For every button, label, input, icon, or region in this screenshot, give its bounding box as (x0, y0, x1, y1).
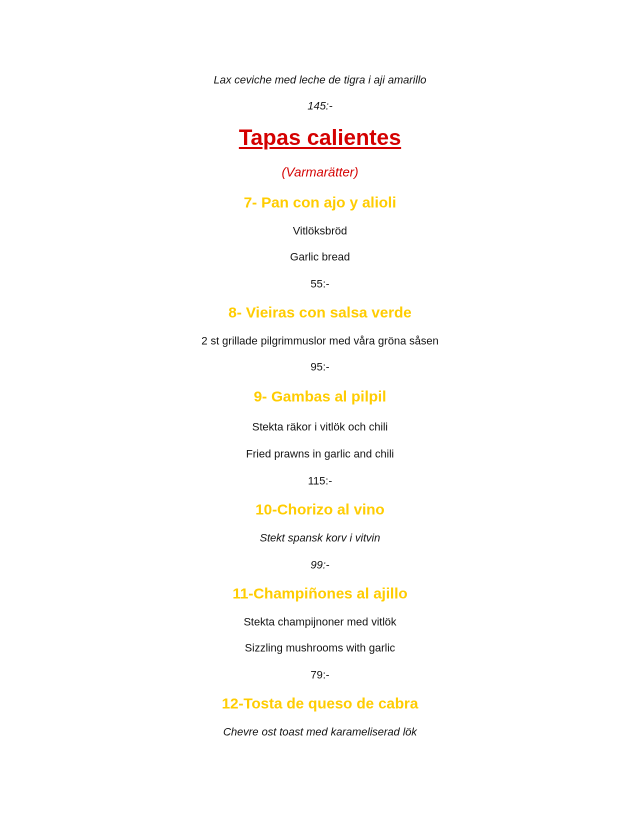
item-title: 10-Chorizo al vino (255, 501, 385, 519)
item-price: 145:- (307, 100, 333, 113)
item-price: 95:- (310, 361, 330, 374)
section-title: Tapas calientes (238, 125, 402, 150)
item-description: Garlic bread (290, 251, 350, 264)
item-price: 115:- (307, 475, 333, 488)
item-title: 9- Gambas al pilpil (253, 388, 387, 406)
item-price: 79:- (310, 669, 330, 682)
item-description: Lax ceviche med leche de tigra i aji amarillo (213, 74, 427, 87)
item-description: Chevre ost toast med karameliserad lök (223, 726, 417, 739)
item-title: 7- Pan con ajo y alioli (243, 194, 397, 212)
item-price: 99:- (310, 559, 330, 572)
item-price: 55:- (310, 278, 330, 291)
item-description: 2 st grillade pilgrimmuslor med våra gröna såsen (201, 335, 439, 348)
item-title: 11-Champiñones al ajillo (232, 585, 408, 603)
item-description: Sizzling mushrooms with garlic (244, 642, 396, 655)
item-description: Stekta räkor i vitlök och chili (252, 421, 388, 434)
item-description: Vitlöksbröd (292, 225, 348, 238)
item-description: Stekt spansk korv i vitvin (259, 532, 381, 545)
item-title: 12-Tosta de queso de cabra (221, 695, 419, 713)
item-description: Stekta champijnoner med vitlök (243, 616, 397, 629)
section-subtitle: (Varmarätter) (281, 164, 359, 180)
item-description: Fried prawns in garlic and chili (246, 448, 394, 461)
item-title: 8- Vieiras con salsa verde (228, 304, 412, 322)
